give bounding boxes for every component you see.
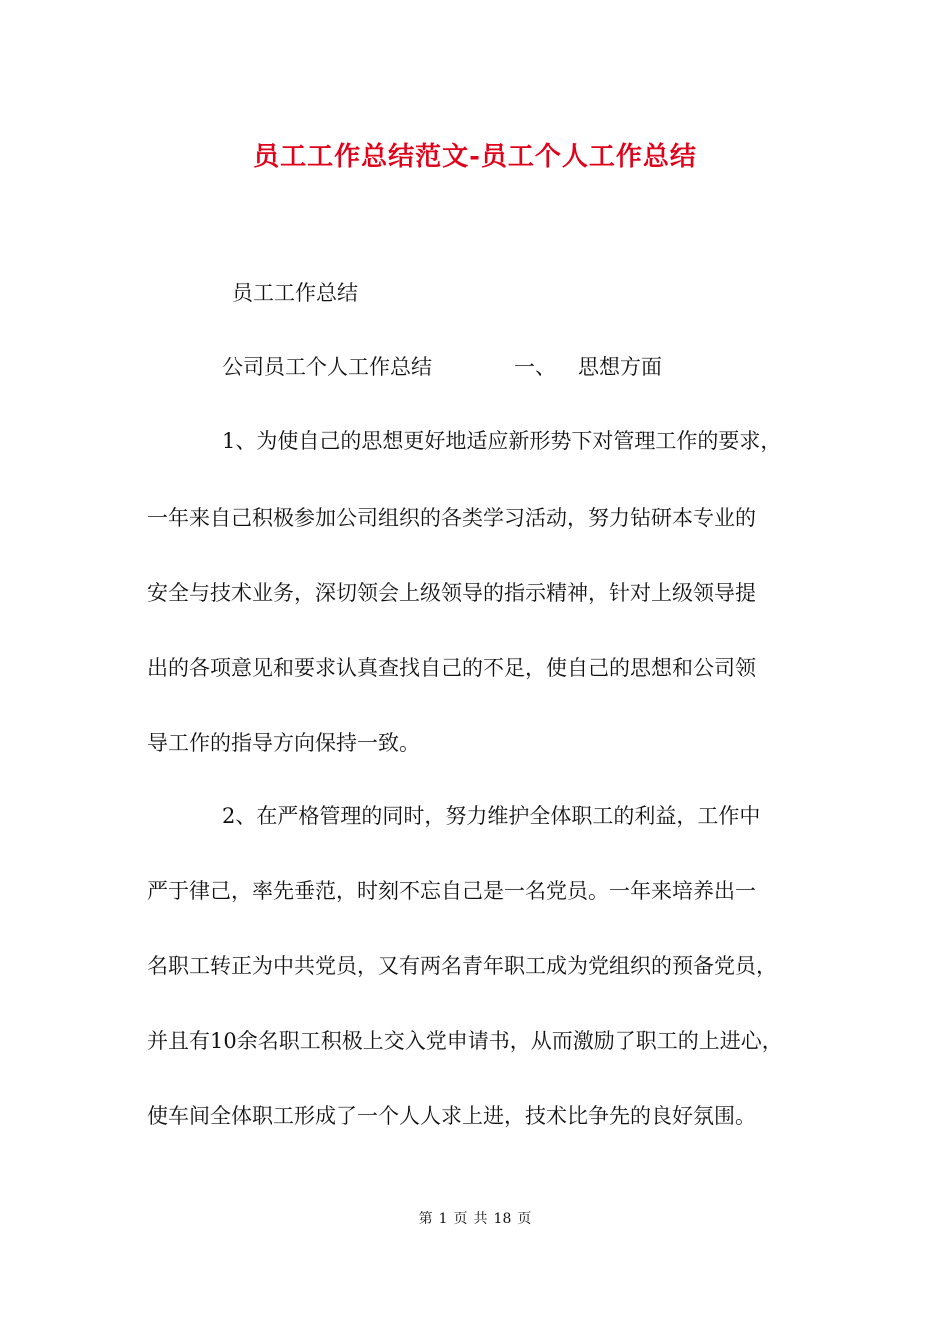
paragraph-1-line-5: 导工作的指导方向保持一致。 (147, 731, 420, 755)
footer-prefix: 第 (418, 1211, 433, 1227)
paragraph-2-line-3: 名职工转正为中共党员，又有两名青年职工成为党组织的预备党员， (147, 954, 777, 978)
footer-total-unit: 页 (517, 1211, 532, 1227)
document-subtitle: 员工工作总结 (232, 281, 358, 305)
section-number: 一、 (514, 355, 556, 379)
paragraph-1-line-1: 1、为使自己的思想更好地适应新形势下对管理工作的要求， (222, 429, 782, 453)
paragraph-1-line-4: 出的各项意见和要求认真查找自己的不足，使自己的思想和公司领 (147, 656, 756, 680)
paragraph-2-line-1: 2、在严格管理的同时，努力维护全体职工的利益，工作中 (222, 804, 761, 828)
section-heading-left: 公司员工个人工作总结 (222, 355, 432, 379)
paragraph-2-line-4: 并且有10余名职工积极上交入党申请书，从而激励了职工的上进心， (147, 1029, 783, 1053)
document-title: 员工工作总结范文-员工个人工作总结 (253, 142, 697, 172)
section-heading (222, 352, 662, 382)
paragraph-2-line-5: 使车间全体职工形成了一个人人求上进，技术比争先的良好氛围。 (147, 1104, 756, 1128)
section-label: 思想方面 (578, 355, 662, 379)
paragraph-1-line-3: 安全与技术业务，深切领会上级领导的指示精神，针对上级领导提 (147, 581, 756, 605)
footer-page-unit: 页 (453, 1211, 468, 1227)
footer-page-number: 1 (438, 1211, 448, 1227)
footer-total-prefix: 共 (473, 1211, 488, 1227)
page-footer (0, 1208, 950, 1228)
paragraph-1-line-2: 一年来自己积极参加公司组织的各类学习活动，努力钻研本专业的 (147, 506, 756, 530)
footer-total-pages: 18 (493, 1211, 512, 1227)
paragraph-2-line-2: 严于律己，率先垂范，时刻不忘自己是一名党员。一年来培养出一 (147, 879, 756, 903)
